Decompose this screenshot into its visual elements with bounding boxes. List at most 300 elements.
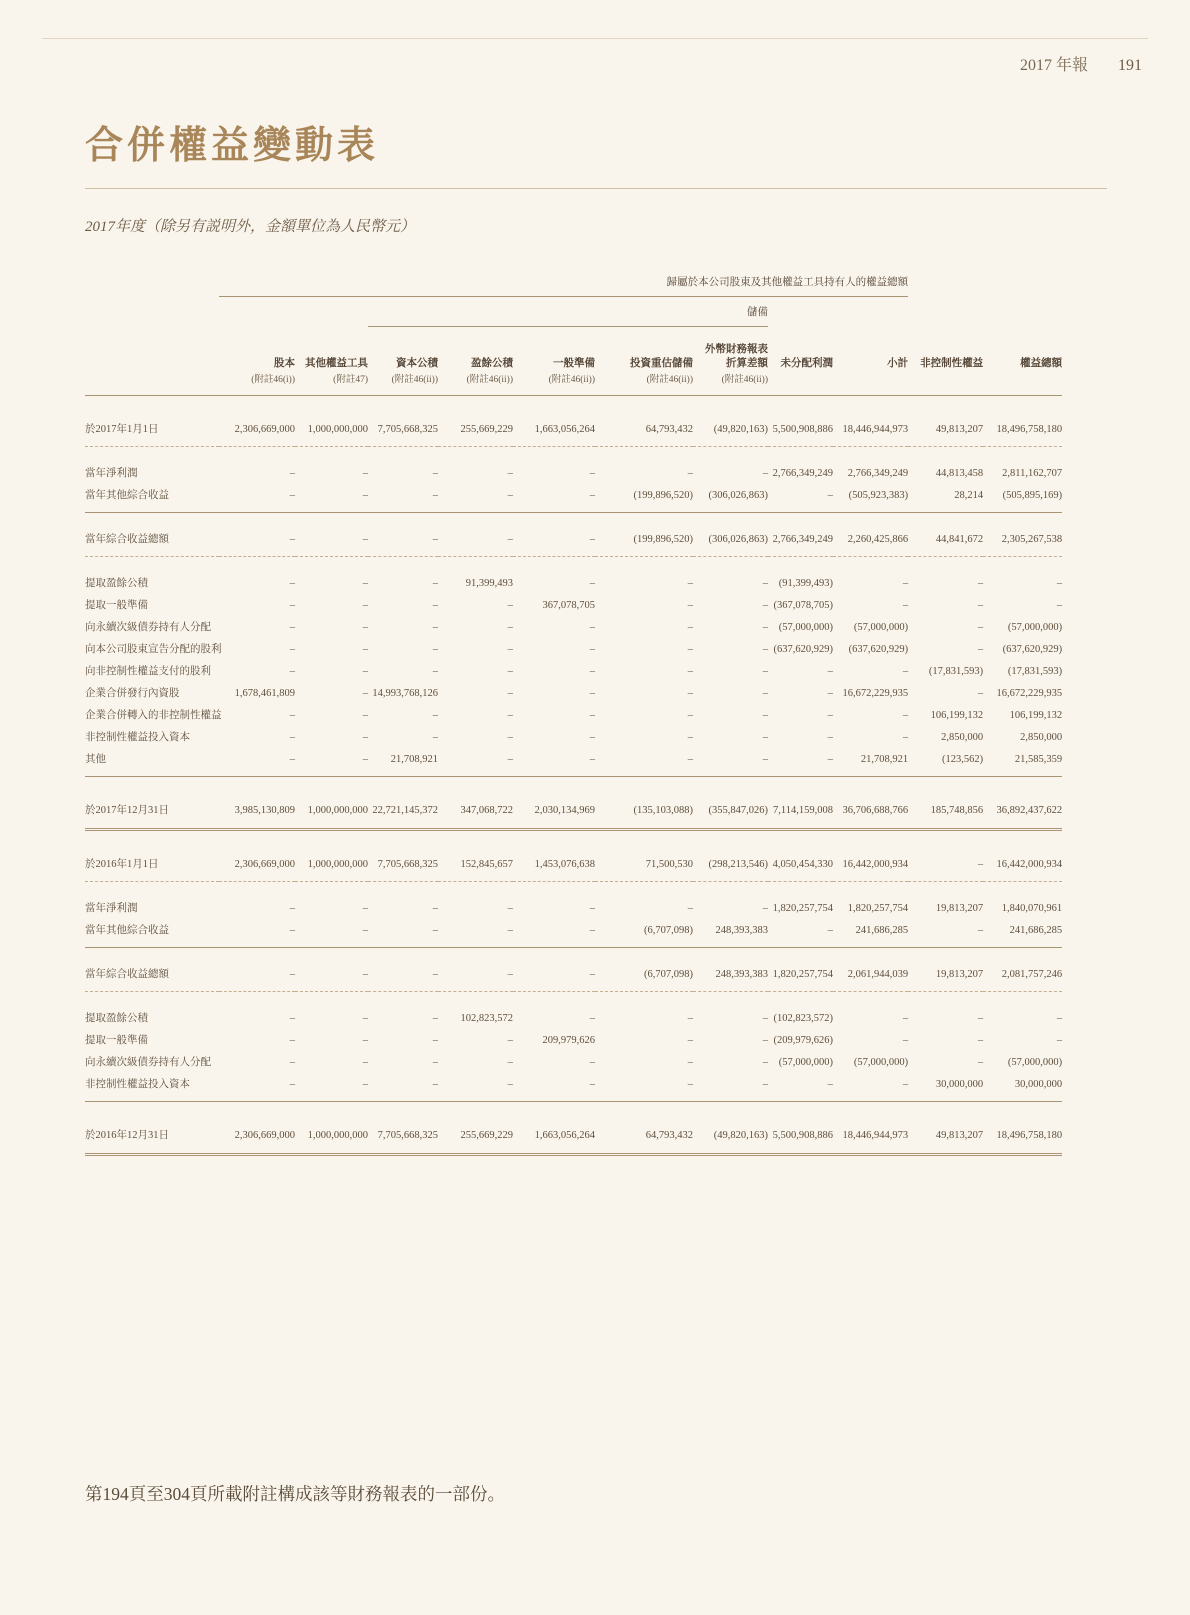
column-header <box>768 326 833 395</box>
value-cell: 91,399,493 <box>465 577 513 589</box>
value-cell: – <box>295 485 368 513</box>
value-cell: (505,895,169) <box>983 485 1062 513</box>
column-header <box>513 326 595 395</box>
row-label: 提取一般準備 <box>85 599 148 611</box>
gap-row <box>85 1101 1062 1118</box>
value-cell: – <box>762 1056 768 1068</box>
value-cell: – <box>362 577 368 589</box>
content-area <box>85 126 1107 1172</box>
value-cell: – <box>219 920 295 948</box>
value-cell: – <box>295 529 368 557</box>
column-header <box>908 326 983 395</box>
column-title: 小計 <box>887 357 909 369</box>
value-cell: 2,081,757,246 <box>983 964 1062 992</box>
value-cell: – <box>687 621 693 633</box>
value-cell: 7,114,159,008 <box>768 793 833 830</box>
row-label: 非控制性權益投入資本 <box>85 731 190 743</box>
value-cell: 2,811,162,707 <box>1002 467 1063 479</box>
table-row <box>85 617 1062 639</box>
value-cell: – <box>902 599 909 611</box>
value-cell: – <box>219 749 295 777</box>
value-cell: – <box>432 599 438 611</box>
value-cell: 2,766,349,249 <box>772 467 833 479</box>
empty-cell <box>219 296 295 326</box>
value-cell: 1,453,076,638 <box>513 847 595 882</box>
value-cell: – <box>1056 1012 1063 1024</box>
table-row <box>85 1030 1062 1052</box>
value-cell: – <box>902 1034 909 1046</box>
value-cell: – <box>432 709 438 721</box>
column-header <box>368 326 438 395</box>
value-cell: – <box>687 1012 693 1024</box>
value-cell: (49,820,163) <box>693 1118 768 1155</box>
value-cell: 1,000,000,000 <box>295 412 368 447</box>
empty-cell <box>908 272 983 297</box>
value-cell: – <box>977 1012 984 1024</box>
value-cell: – <box>289 643 295 655</box>
value-cell: – <box>368 920 438 948</box>
value-cell: 2,850,000 <box>1020 731 1063 743</box>
value-cell: 152,845,657 <box>438 847 513 882</box>
value-cell: 2,030,134,969 <box>513 793 595 830</box>
value-cell: 18,446,944,973 <box>833 412 908 447</box>
value-cell: – <box>295 749 368 777</box>
value-cell: (17,831,593) <box>1007 665 1063 677</box>
value-cell: 49,813,207 <box>908 1118 983 1155</box>
value-cell: 347,068,722 <box>438 793 513 830</box>
equity-statement-table <box>85 272 1062 1172</box>
value-cell: 2,305,267,538 <box>983 529 1062 557</box>
value-cell: – <box>513 964 595 992</box>
table-row <box>85 573 1062 595</box>
value-cell: (355,847,026) <box>693 793 768 830</box>
page-title: 合併權益變動表 <box>85 125 380 167</box>
value-cell: 106,199,132 <box>1009 709 1063 721</box>
value-cell: – <box>295 920 368 948</box>
value-cell: – <box>362 1012 368 1024</box>
value-cell: – <box>507 709 513 721</box>
value-cell: 16,672,229,935 <box>996 687 1063 699</box>
value-cell: (57,000,000) <box>778 621 833 633</box>
value-cell: 3,985,130,809 <box>219 793 295 830</box>
value-cell: 2,766,349,249 <box>768 529 833 557</box>
table-row <box>85 595 1062 617</box>
value-cell: – <box>432 577 438 589</box>
value-cell: – <box>902 665 909 677</box>
column-note <box>912 374 983 387</box>
notes-footnote: 第194頁至304頁所載附註構成該等財務報表的一部份。 <box>85 1484 505 1504</box>
gap-cell <box>85 395 1062 412</box>
value-cell: (135,103,088) <box>595 793 693 830</box>
value-cell: – <box>762 621 768 633</box>
table-row <box>85 847 1062 882</box>
value-cell: – <box>289 577 295 589</box>
value-cell: – <box>507 599 513 611</box>
table-row <box>85 683 1062 705</box>
gap-cell <box>85 947 1062 964</box>
value-cell: – <box>768 1074 833 1102</box>
column-header-empty <box>85 326 219 395</box>
value-cell: – <box>368 964 438 992</box>
value-cell: – <box>432 902 438 914</box>
value-cell: (123,562) <box>908 749 983 777</box>
table-row <box>85 485 1062 513</box>
gap-cell <box>85 556 1062 573</box>
gap-cell <box>85 512 1062 529</box>
value-cell: – <box>902 577 909 589</box>
value-cell: – <box>362 687 368 699</box>
value-cell: – <box>762 665 768 677</box>
table-row <box>85 529 1062 557</box>
row-label: 當年淨利潤 <box>85 902 138 914</box>
value-cell: – <box>1056 1034 1063 1046</box>
empty-cell <box>908 296 983 326</box>
value-cell: – <box>438 485 513 513</box>
value-cell: 2,306,669,000 <box>219 1118 295 1155</box>
value-cell: (57,000,000) <box>853 1056 909 1068</box>
gap-row <box>85 446 1062 463</box>
value-cell: 255,669,229 <box>438 1118 513 1155</box>
value-cell: – <box>595 1074 693 1102</box>
value-cell: – <box>902 709 909 721</box>
value-cell: (6,707,098) <box>595 964 693 992</box>
value-cell: – <box>687 599 693 611</box>
value-cell: (199,896,520) <box>595 529 693 557</box>
table-row <box>85 1118 1062 1155</box>
row-label: 當年綜合收益總額 <box>85 964 219 992</box>
gap-cell <box>85 1154 1062 1172</box>
value-cell: – <box>507 621 513 633</box>
value-cell: – <box>438 1074 513 1102</box>
value-cell: 21,708,921 <box>833 749 908 777</box>
value-cell: 1,820,257,754 <box>772 902 833 914</box>
statement-subtitle: 2017年度（除另有説明外，金額單位為人民幣元） <box>85 218 416 235</box>
value-cell: 1,000,000,000 <box>295 793 368 830</box>
table-row <box>85 749 1062 777</box>
value-cell: – <box>827 709 833 721</box>
value-cell: – <box>827 731 833 743</box>
value-cell: – <box>289 665 295 677</box>
value-cell: – <box>289 599 295 611</box>
gap-row <box>85 991 1062 1008</box>
gap-cell <box>85 1101 1062 1118</box>
table-row <box>85 898 1062 920</box>
value-cell: – <box>362 1056 368 1068</box>
value-cell: 7,705,668,325 <box>368 412 438 447</box>
empty-cell <box>295 296 368 326</box>
value-cell: 4,050,454,330 <box>768 847 833 882</box>
column-note <box>772 374 833 387</box>
value-cell: 2,061,944,039 <box>833 964 908 992</box>
column-header <box>595 326 693 395</box>
value-cell: (306,026,863) <box>693 485 768 513</box>
value-cell: – <box>507 467 513 479</box>
value-cell: – <box>295 1074 368 1102</box>
value-cell: – <box>368 485 438 513</box>
value-cell: – <box>507 665 513 677</box>
column-header <box>438 326 513 395</box>
value-cell: – <box>589 665 595 677</box>
value-cell: 1,663,056,264 <box>513 1118 595 1155</box>
gap-row <box>85 556 1062 573</box>
empty-cell <box>85 296 219 326</box>
value-cell: – <box>507 643 513 655</box>
table-row <box>85 920 1062 948</box>
value-cell: 21,708,921 <box>368 749 438 777</box>
row-label: 於2016年1月1日 <box>85 847 219 882</box>
value-cell: – <box>827 687 833 699</box>
gap-row <box>85 776 1062 793</box>
column-header <box>833 326 908 395</box>
value-cell: – <box>513 749 595 777</box>
row-label: 當年其他綜合收益 <box>85 485 219 513</box>
value-cell: – <box>507 1056 513 1068</box>
empty-cell <box>833 296 908 326</box>
value-cell: (367,078,705) <box>773 599 833 611</box>
value-cell: – <box>687 1056 693 1068</box>
value-cell: – <box>687 665 693 677</box>
value-cell: – <box>362 643 368 655</box>
column-title: 非控制性權益 <box>920 357 984 369</box>
value-cell: – <box>362 599 368 611</box>
table-row <box>85 727 1062 749</box>
value-cell: – <box>977 621 984 633</box>
value-cell: – <box>687 1034 693 1046</box>
value-cell: 64,793,432 <box>595 1118 693 1155</box>
value-cell: 28,214 <box>908 485 983 513</box>
value-cell: 18,496,758,180 <box>983 412 1062 447</box>
value-cell: – <box>589 687 595 699</box>
value-cell: 16,442,000,934 <box>833 847 908 882</box>
column-title: 一般準備 <box>553 357 595 369</box>
value-cell: – <box>762 731 768 743</box>
column-note: (附註46(ii)) <box>646 374 693 385</box>
column-title: 權益總額 <box>1020 357 1063 369</box>
value-cell: – <box>977 599 984 611</box>
value-cell: – <box>687 902 693 914</box>
value-cell: 367,078,705 <box>542 599 595 611</box>
value-cell: (637,620,929) <box>1002 643 1063 655</box>
value-cell: – <box>589 577 595 589</box>
value-cell: – <box>438 529 513 557</box>
value-cell: – <box>687 731 693 743</box>
value-cell: 16,672,229,935 <box>842 687 909 699</box>
value-cell: – <box>762 687 768 699</box>
value-cell: (17,831,593) <box>928 665 984 677</box>
column-title: 盈餘公積 <box>471 357 513 369</box>
value-cell: – <box>687 467 693 479</box>
gap-cell <box>85 446 1062 463</box>
value-cell: – <box>513 529 595 557</box>
table-span-row <box>85 272 1062 297</box>
value-cell: (102,823,572) <box>773 1012 833 1024</box>
row-label: 於2017年12月31日 <box>85 793 219 830</box>
value-cell: – <box>432 643 438 655</box>
value-cell: (298,213,546) <box>693 847 768 882</box>
value-cell: 30,000,000 <box>983 1074 1062 1102</box>
value-cell: 36,892,437,622 <box>983 793 1062 830</box>
value-cell: 18,446,944,973 <box>833 1118 908 1155</box>
value-cell: – <box>289 731 295 743</box>
page-header <box>1020 52 1142 75</box>
value-cell: – <box>977 687 984 699</box>
column-title: 外幣財務報表 <box>705 343 768 355</box>
value-cell: 19,813,207 <box>935 902 984 914</box>
value-cell: 209,979,626 <box>542 1034 595 1046</box>
value-cell: 30,000,000 <box>908 1074 983 1102</box>
column-note <box>987 374 1062 387</box>
value-cell: 1,000,000,000 <box>295 847 368 882</box>
column-title: 投資重估儲備 <box>630 357 693 369</box>
value-cell: 2,850,000 <box>941 731 984 743</box>
value-cell: – <box>589 1056 595 1068</box>
value-cell: – <box>908 920 983 948</box>
value-cell: – <box>762 1034 768 1046</box>
row-label: 當年綜合收益總額 <box>85 529 219 557</box>
value-cell: 7,705,668,325 <box>368 847 438 882</box>
value-cell: 2,766,349,249 <box>847 467 909 479</box>
value-cell: – <box>507 731 513 743</box>
value-cell: – <box>432 1012 438 1024</box>
value-cell: – <box>687 709 693 721</box>
row-label: 當年淨利潤 <box>85 467 138 479</box>
value-cell: – <box>589 709 595 721</box>
value-cell: 2,306,669,000 <box>219 412 295 447</box>
value-cell: – <box>432 621 438 633</box>
value-cell: – <box>768 749 833 777</box>
value-cell: – <box>432 665 438 677</box>
value-cell: 19,813,207 <box>908 964 983 992</box>
value-cell: – <box>289 1056 295 1068</box>
value-cell: – <box>977 1056 984 1068</box>
value-cell: (306,026,863) <box>693 529 768 557</box>
column-note: (附註47) <box>333 374 368 385</box>
row-label: 當年其他綜合收益 <box>85 920 219 948</box>
value-cell: – <box>219 485 295 513</box>
gap-row <box>85 947 1062 964</box>
value-cell: (637,620,929) <box>848 643 909 655</box>
table-row <box>85 463 1062 485</box>
column-title: 折算差額 <box>726 357 768 369</box>
column-note: (附註46(ii)) <box>721 374 768 385</box>
column-header <box>219 326 295 395</box>
value-cell: 102,823,572 <box>460 1012 513 1024</box>
value-cell: – <box>827 665 833 677</box>
value-cell: 44,841,672 <box>908 529 983 557</box>
table-row <box>85 964 1062 992</box>
gap-cell <box>85 881 1062 898</box>
value-cell: – <box>595 749 693 777</box>
value-cell: – <box>589 731 595 743</box>
row-label: 企業合併發行內資股 <box>85 687 180 699</box>
row-label: 非控制性權益投入資本 <box>85 1074 219 1102</box>
value-cell: – <box>768 485 833 513</box>
value-cell: 241,686,285 <box>833 920 908 948</box>
value-cell: – <box>762 1012 768 1024</box>
value-cell: 71,500,530 <box>595 847 693 882</box>
value-cell: (57,000,000) <box>1007 621 1063 633</box>
gap-cell <box>85 776 1062 793</box>
title-divider <box>85 188 1107 189</box>
value-cell: (505,923,383) <box>833 485 908 513</box>
row-label: 提取盈餘公積 <box>85 577 148 589</box>
value-cell: – <box>687 687 693 699</box>
column-title: 股本 <box>274 357 295 369</box>
row-label: 向永續次級債券持有人分配 <box>85 1056 211 1068</box>
value-cell: 1,820,257,754 <box>768 964 833 992</box>
value-cell: 5,500,908,886 <box>768 1118 833 1155</box>
value-cell: – <box>589 643 595 655</box>
value-cell: 44,813,458 <box>935 467 984 479</box>
value-cell: – <box>289 621 295 633</box>
value-cell: (49,820,163) <box>693 412 768 447</box>
row-label: 其他 <box>85 749 219 777</box>
empty-cell <box>768 296 833 326</box>
value-cell: – <box>368 529 438 557</box>
value-cell: – <box>977 1034 984 1046</box>
table-row <box>85 1008 1062 1030</box>
value-cell: – <box>362 709 368 721</box>
value-cell: 248,393,383 <box>693 964 768 992</box>
empty-cell <box>85 272 219 297</box>
column-title: 資本公積 <box>396 357 438 369</box>
value-cell: – <box>693 1074 768 1102</box>
value-cell: – <box>289 1012 295 1024</box>
row-label: 提取盈餘公積 <box>85 1012 148 1024</box>
value-cell: – <box>768 920 833 948</box>
value-cell: – <box>589 1012 595 1024</box>
gap-row <box>85 395 1062 412</box>
column-note <box>837 374 908 387</box>
value-cell: – <box>289 1034 295 1046</box>
value-cell: (91,399,493) <box>778 577 833 589</box>
value-cell: 5,500,908,886 <box>768 412 833 447</box>
table-row <box>85 661 1062 683</box>
value-cell: – <box>438 920 513 948</box>
value-cell: 18,496,758,180 <box>983 1118 1062 1155</box>
value-cell: – <box>432 1056 438 1068</box>
value-cell: – <box>908 847 983 882</box>
value-cell: – <box>833 1074 908 1102</box>
value-cell: 49,813,207 <box>908 412 983 447</box>
value-cell: – <box>762 709 768 721</box>
empty-cell <box>983 272 1062 297</box>
gap-cell <box>85 829 1062 847</box>
column-note: (附註46(ii)) <box>548 374 595 385</box>
value-cell: – <box>432 1034 438 1046</box>
column-header <box>693 326 768 395</box>
value-cell: 1,678,461,809 <box>234 687 295 699</box>
value-cell: – <box>589 621 595 633</box>
value-cell: 106,199,132 <box>930 709 984 721</box>
value-cell: (199,896,520) <box>595 485 693 513</box>
value-cell: – <box>902 1012 909 1024</box>
value-cell: – <box>219 1074 295 1102</box>
value-cell: – <box>687 577 693 589</box>
value-cell: 14,993,768,126 <box>372 687 438 699</box>
value-cell: 241,686,285 <box>983 920 1062 948</box>
value-cell: – <box>762 599 768 611</box>
row-label: 向非控制性權益支付的股利 <box>85 665 211 677</box>
value-cell: 1,663,056,264 <box>513 412 595 447</box>
gap-row <box>85 881 1062 898</box>
value-cell: (637,620,929) <box>773 643 833 655</box>
value-cell: – <box>362 621 368 633</box>
table-row <box>85 793 1062 830</box>
column-note: (附註46(i)) <box>251 374 295 385</box>
value-cell: (57,000,000) <box>778 1056 833 1068</box>
value-cell: 1,000,000,000 <box>295 1118 368 1155</box>
